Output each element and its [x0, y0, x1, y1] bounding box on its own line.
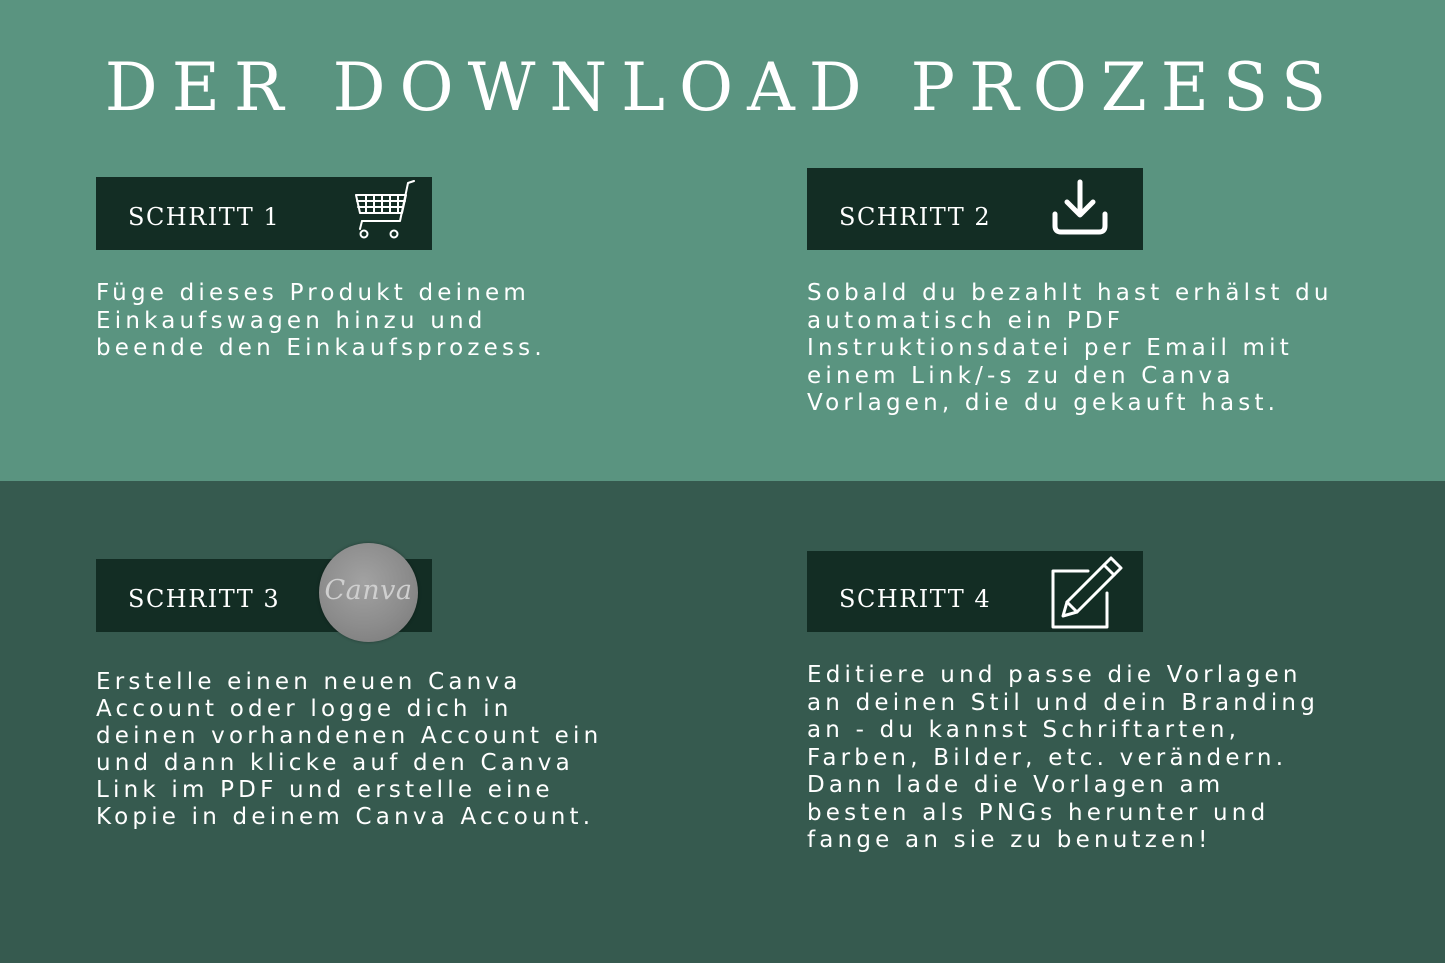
edit-icon: [1050, 555, 1124, 629]
canva-logo-text: Canva: [324, 575, 413, 606]
step-1-line: Einkaufswagen hinzu und: [96, 307, 487, 334]
step-4-line: an deinen Stil und dein Branding: [807, 689, 1320, 716]
step-2-line: Vorlagen, die du gekauft hast.: [807, 390, 1280, 416]
step-2-header: [807, 168, 1143, 250]
step-1-label: SCHRITT 1: [128, 203, 281, 231]
step-4-line: Farben, Bilder, etc. verändern.: [807, 744, 1288, 771]
step-2-line: einem Link/-s zu den Canva: [807, 362, 1235, 389]
step-3-line: Erstelle einen neuen Canva: [96, 669, 522, 695]
step-3-line: Link im PDF und erstelle eine: [96, 777, 554, 803]
step-4-line: an - du kannst Schriftarten,: [807, 717, 1241, 743]
step-4-line: Dann lade die Vorlagen am: [807, 772, 1225, 798]
download-icon: [1049, 176, 1111, 240]
step-3-label: SCHRITT 3: [128, 585, 281, 613]
step-3-line: und dann klicke auf den Canva: [96, 750, 574, 776]
step-2-line: Sobald du bezahlt hast erhälst du: [807, 280, 1333, 306]
canva-logo: [319, 543, 418, 642]
step-1-header: [96, 177, 432, 250]
step-2-line: Instruktionsdatei per Email mit: [807, 335, 1293, 361]
shopping-cart-icon: [352, 179, 416, 243]
step-3-line: Account oder logge dich in: [96, 696, 513, 722]
step-3-line: Kopie in deinem Canva Account.: [96, 804, 595, 830]
step-2-label: SCHRITT 2: [839, 203, 992, 231]
step-4-label: SCHRITT 4: [839, 585, 992, 613]
step-1-line: beende den Einkaufsprozess.: [96, 335, 546, 361]
step-4-line: fange an sie zu benutzen!: [807, 827, 1212, 853]
step-4-line: Editiere und passe die Vorlagen: [807, 662, 1302, 688]
step-2-line: automatisch ein PDF: [807, 307, 1125, 334]
step-4-header: [807, 551, 1143, 632]
step-3-line: deinen vorhandenen Account ein: [96, 723, 603, 749]
step-4-line: besten als PNGs herunter und: [807, 799, 1270, 826]
step-1-line: Füge dieses Produkt deinem: [96, 280, 530, 306]
page-title: DER DOWNLOAD PROZESS: [104, 49, 1341, 126]
